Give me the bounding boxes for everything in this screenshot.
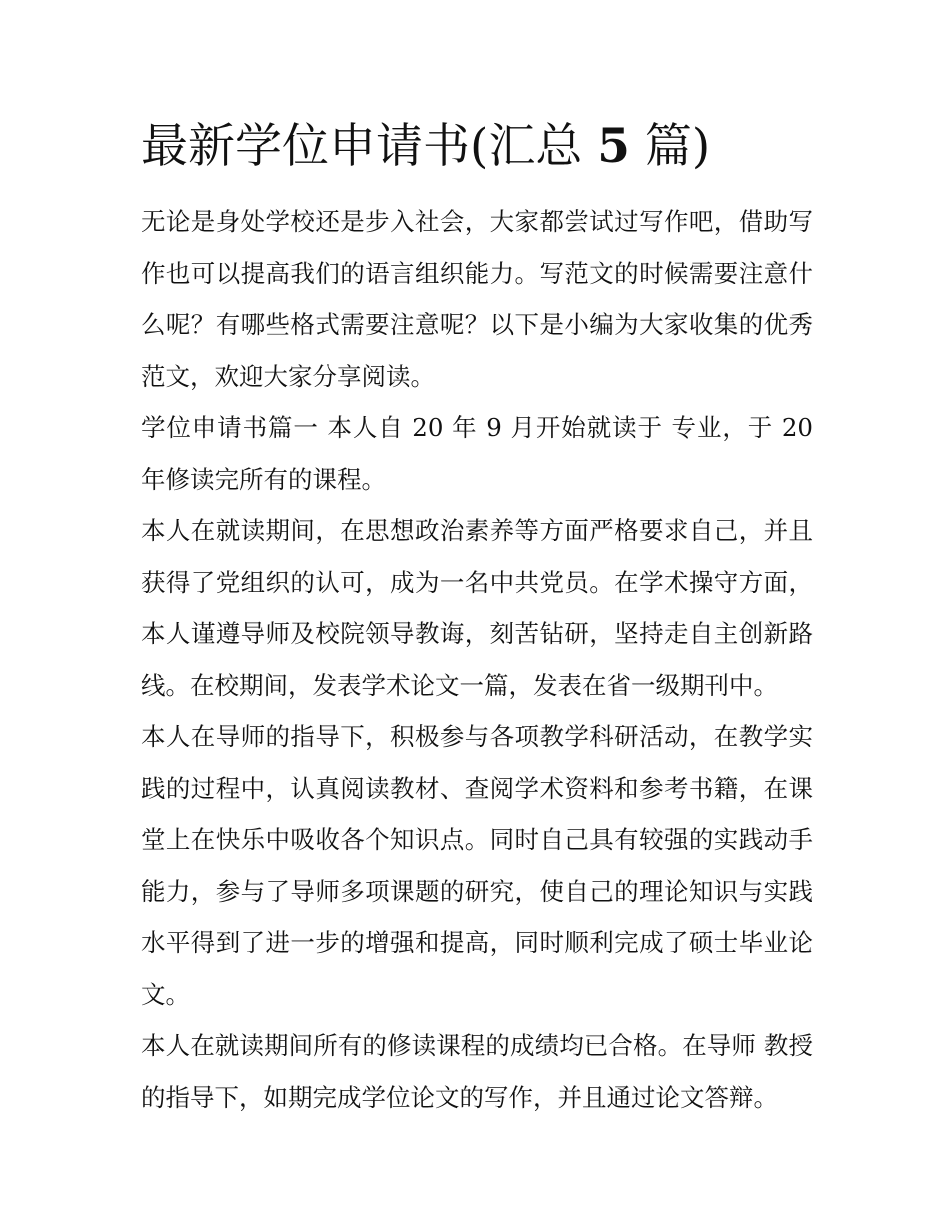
- paragraph-3: 本人在导师的指导下，积极参与各项教学科研活动，在教学实践的过程中，认真阅读教材、查阅学术资料和参考书籍，在课堂上在快乐中吸收各个知识点。同时自己具有较强的实践动手能力，参与了导师多项课题的研究，使自己的理论知识与实践水平得到了进一步的增强和提高，同时顺利完成了硕士毕业论文。: [141, 722, 813, 1009]
- paragraph-2: 本人在就读期间，在思想政治素养等方面严格要求自己，并且获得了党组织的认可，成为一名中共党员。在学术操守方面，本人谨遵导师及校院领导教诲，刻苦钻研，坚持走自主创新路线。在校期间，发表学术论文一篇，发表在省一级期刊中。: [141, 516, 813, 700]
- paragraph-1: 学位申请书篇一 本人自 20 年 9 月开始就读于 专业，于 20 年修读完所有的课程。: [141, 413, 813, 494]
- document-body: [141, 196, 813, 1123]
- page-title: 最新学位申请书(汇总 5 篇): [141, 119, 711, 174]
- paragraph-intro: 无论是身处学校还是步入社会，大家都尝试过写作吧，借助写作也可以提高我们的语言组织能力。写范文的时候需要注意什么呢？有哪些格式需要注意呢？以下是小编为大家收集的优秀范文，欢迎大家分享阅读。: [141, 207, 813, 391]
- paragraph-4: 本人在就读期间所有的修读课程的成绩均已合格。在导师 教授的指导下，如期完成学位论文的写作，并且通过论文答辩。: [141, 1031, 813, 1112]
